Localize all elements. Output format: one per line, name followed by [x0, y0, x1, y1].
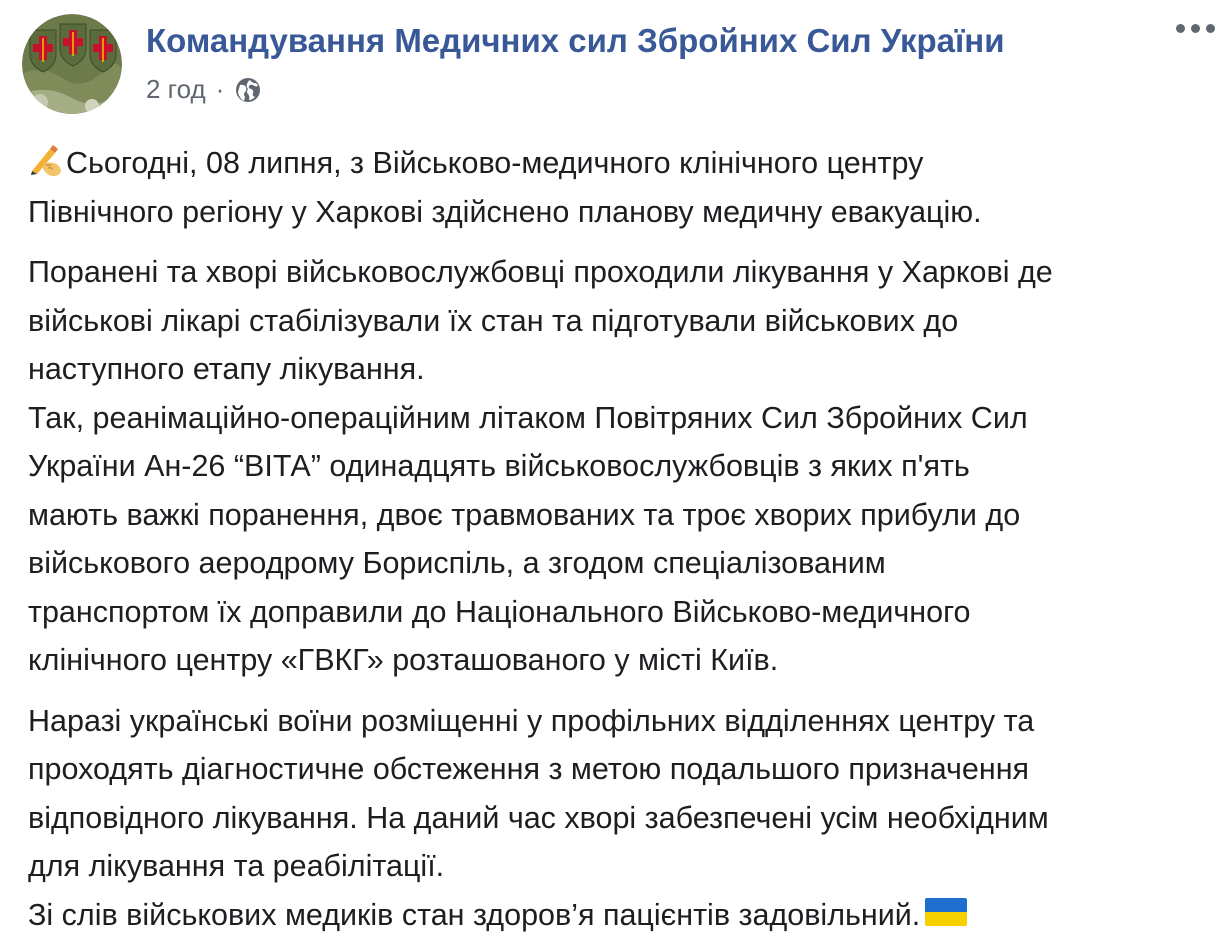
- ukraine-flag-icon: [924, 893, 968, 923]
- post-text-line: військові лікарі стабілізували їх стан та підготували військових до: [28, 303, 959, 338]
- post-text-line: відповідного лікування. На даний час хворі забезпечені усім необхідним: [28, 800, 1049, 835]
- post-text-line: транспортом їх доправили до Національного Військово-медичного: [28, 594, 971, 629]
- page-avatar[interactable]: [22, 14, 122, 114]
- page-name-link[interactable]: Командування Медичних сил Збройних Сил України: [146, 22, 1005, 59]
- post-text-line: Наразі українські воїни розміщенні у профільних відділеннях центру та: [28, 703, 1035, 738]
- post-text-line: мають важкі поранення, двоє травмованих та троє хворих прибули до: [28, 497, 1021, 532]
- post-text: [28, 139, 1218, 939]
- post-text-line: України Ан-26 “ВІТА” одинадцять військовослужбовців з яких п'ять: [28, 449, 970, 483]
- writing-hand-icon: [28, 141, 64, 177]
- post-text-line: Зі слів військових медиків стан здоров’я пацієнтів задовільний.: [28, 891, 1218, 940]
- post-text-line: військового аеродрому Бориспіль, а згодом спеціалізованим: [28, 546, 886, 580]
- post-timestamp[interactable]: 2 год: [146, 74, 206, 104]
- post-text-line: Сьогодні, 08 липня, з Військово-медичного клінічного центру: [28, 139, 1218, 188]
- post-text-line: Північного регіону у Харкові здійснено планову медичну евакуацію.: [28, 194, 982, 229]
- post-meta: [146, 74, 262, 105]
- more-options-button[interactable]: [1172, 20, 1219, 37]
- globe-icon[interactable]: [234, 76, 262, 104]
- post-text-line: наступного етапу лікування.: [28, 352, 425, 386]
- post-text-line: клінічного центру «ГВКГ» розташованого у місті Київ.: [28, 643, 779, 677]
- post-text-line: проходять діагностичне обстеження з метою подальшого призначення: [28, 752, 1030, 786]
- post-text-line: для лікування та реабілітації.: [28, 849, 445, 883]
- post-text-line: Так, реанімаційно-операційним літаком Повітряних Сил Збройних Сил: [28, 400, 1028, 435]
- more-dots-icon: [1176, 24, 1185, 33]
- post-text-line: Поранені та хворі військовослужбовці проходили лікування у Харкові де: [28, 255, 1053, 289]
- meta-separator: ·: [215, 74, 225, 104]
